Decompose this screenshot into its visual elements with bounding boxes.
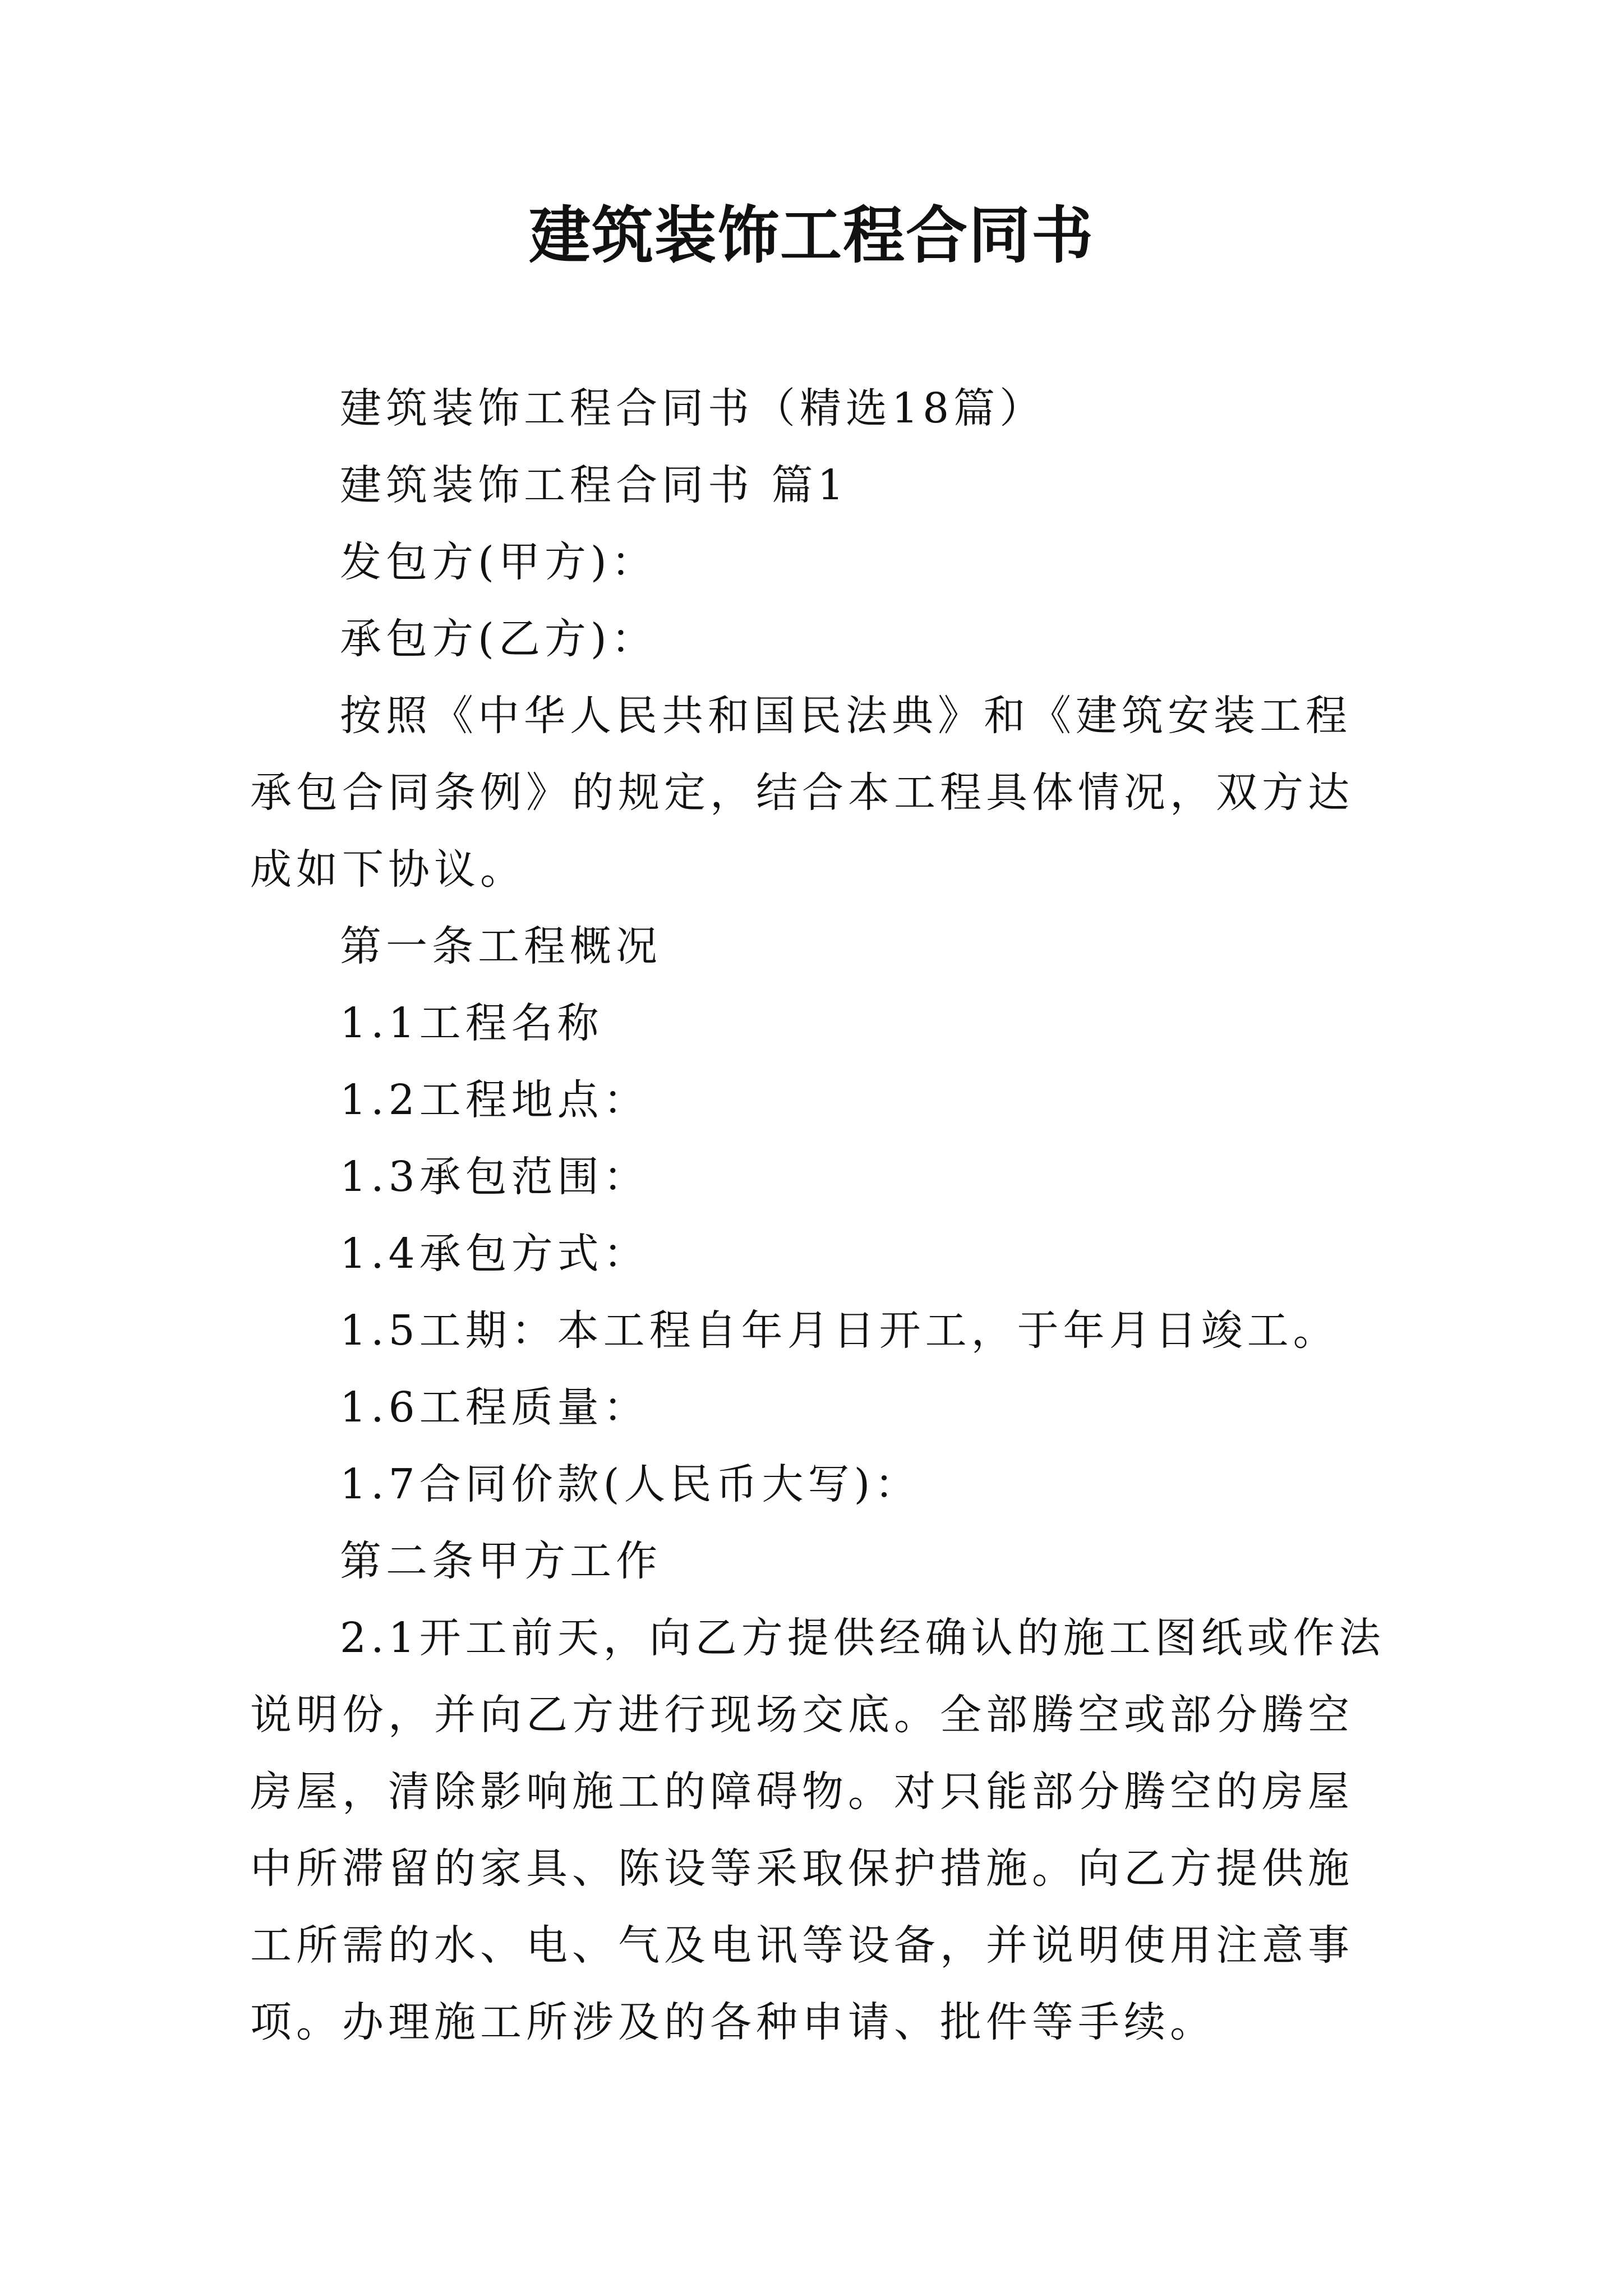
document-title: 建筑装饰工程合同书 bbox=[529, 199, 1094, 272]
paragraph-1-4: 1.4承包方式： bbox=[340, 1230, 649, 1278]
paragraph-party-b: 承包方(乙方)： bbox=[340, 615, 657, 663]
paragraph-subtitle: 建筑装饰工程合同书（精选18篇） bbox=[340, 384, 1046, 432]
paragraph-1-6: 1.6工程质量： bbox=[340, 1383, 649, 1432]
paragraph-1-2: 1.2工程地点： bbox=[340, 1076, 649, 1124]
document-body bbox=[250, 370, 1394, 2061]
paragraph-article-1-heading: 第一条工程概况 bbox=[340, 922, 662, 970]
paragraph-section-heading: 建筑装饰工程合同书 篇1 bbox=[340, 461, 849, 509]
paragraph-preamble: 按照《中华人民共和国民法典》和《建筑安装工程承包合同条例》的规定，结合本工程具体情况，双方达成如下协议。 bbox=[250, 692, 1354, 894]
paragraph-party-a: 发包方(甲方)： bbox=[340, 538, 657, 586]
paragraph-2-1: 2.1开工前天，向乙方提供经确认的施工图纸或作法说明份，并向乙方进行现场交底。全部腾空或部分腾空房屋，清除影响施工的障碍物。对只能部分腾空的房屋中所滞留的家具、陈设等采取保护措施。向乙方提供施工所需的水、电、气及电讯等设备，并说明使用注意事项。办理施工所涉及的各种申请、批件等手续。 bbox=[250, 1614, 1385, 2046]
paragraph-1-5: 1.5工期：本工程自年月日开工，于年月日竣工。 bbox=[340, 1306, 1339, 1355]
paragraph-1-3: 1.3承包范围： bbox=[340, 1153, 649, 1201]
paragraph-1-1: 1.1工程名称 bbox=[340, 999, 603, 1047]
paragraph-article-2-heading: 第二条甲方工作 bbox=[340, 1537, 662, 1585]
paragraph-1-7: 1.7合同价款(人民币大写)： bbox=[340, 1460, 921, 1508]
